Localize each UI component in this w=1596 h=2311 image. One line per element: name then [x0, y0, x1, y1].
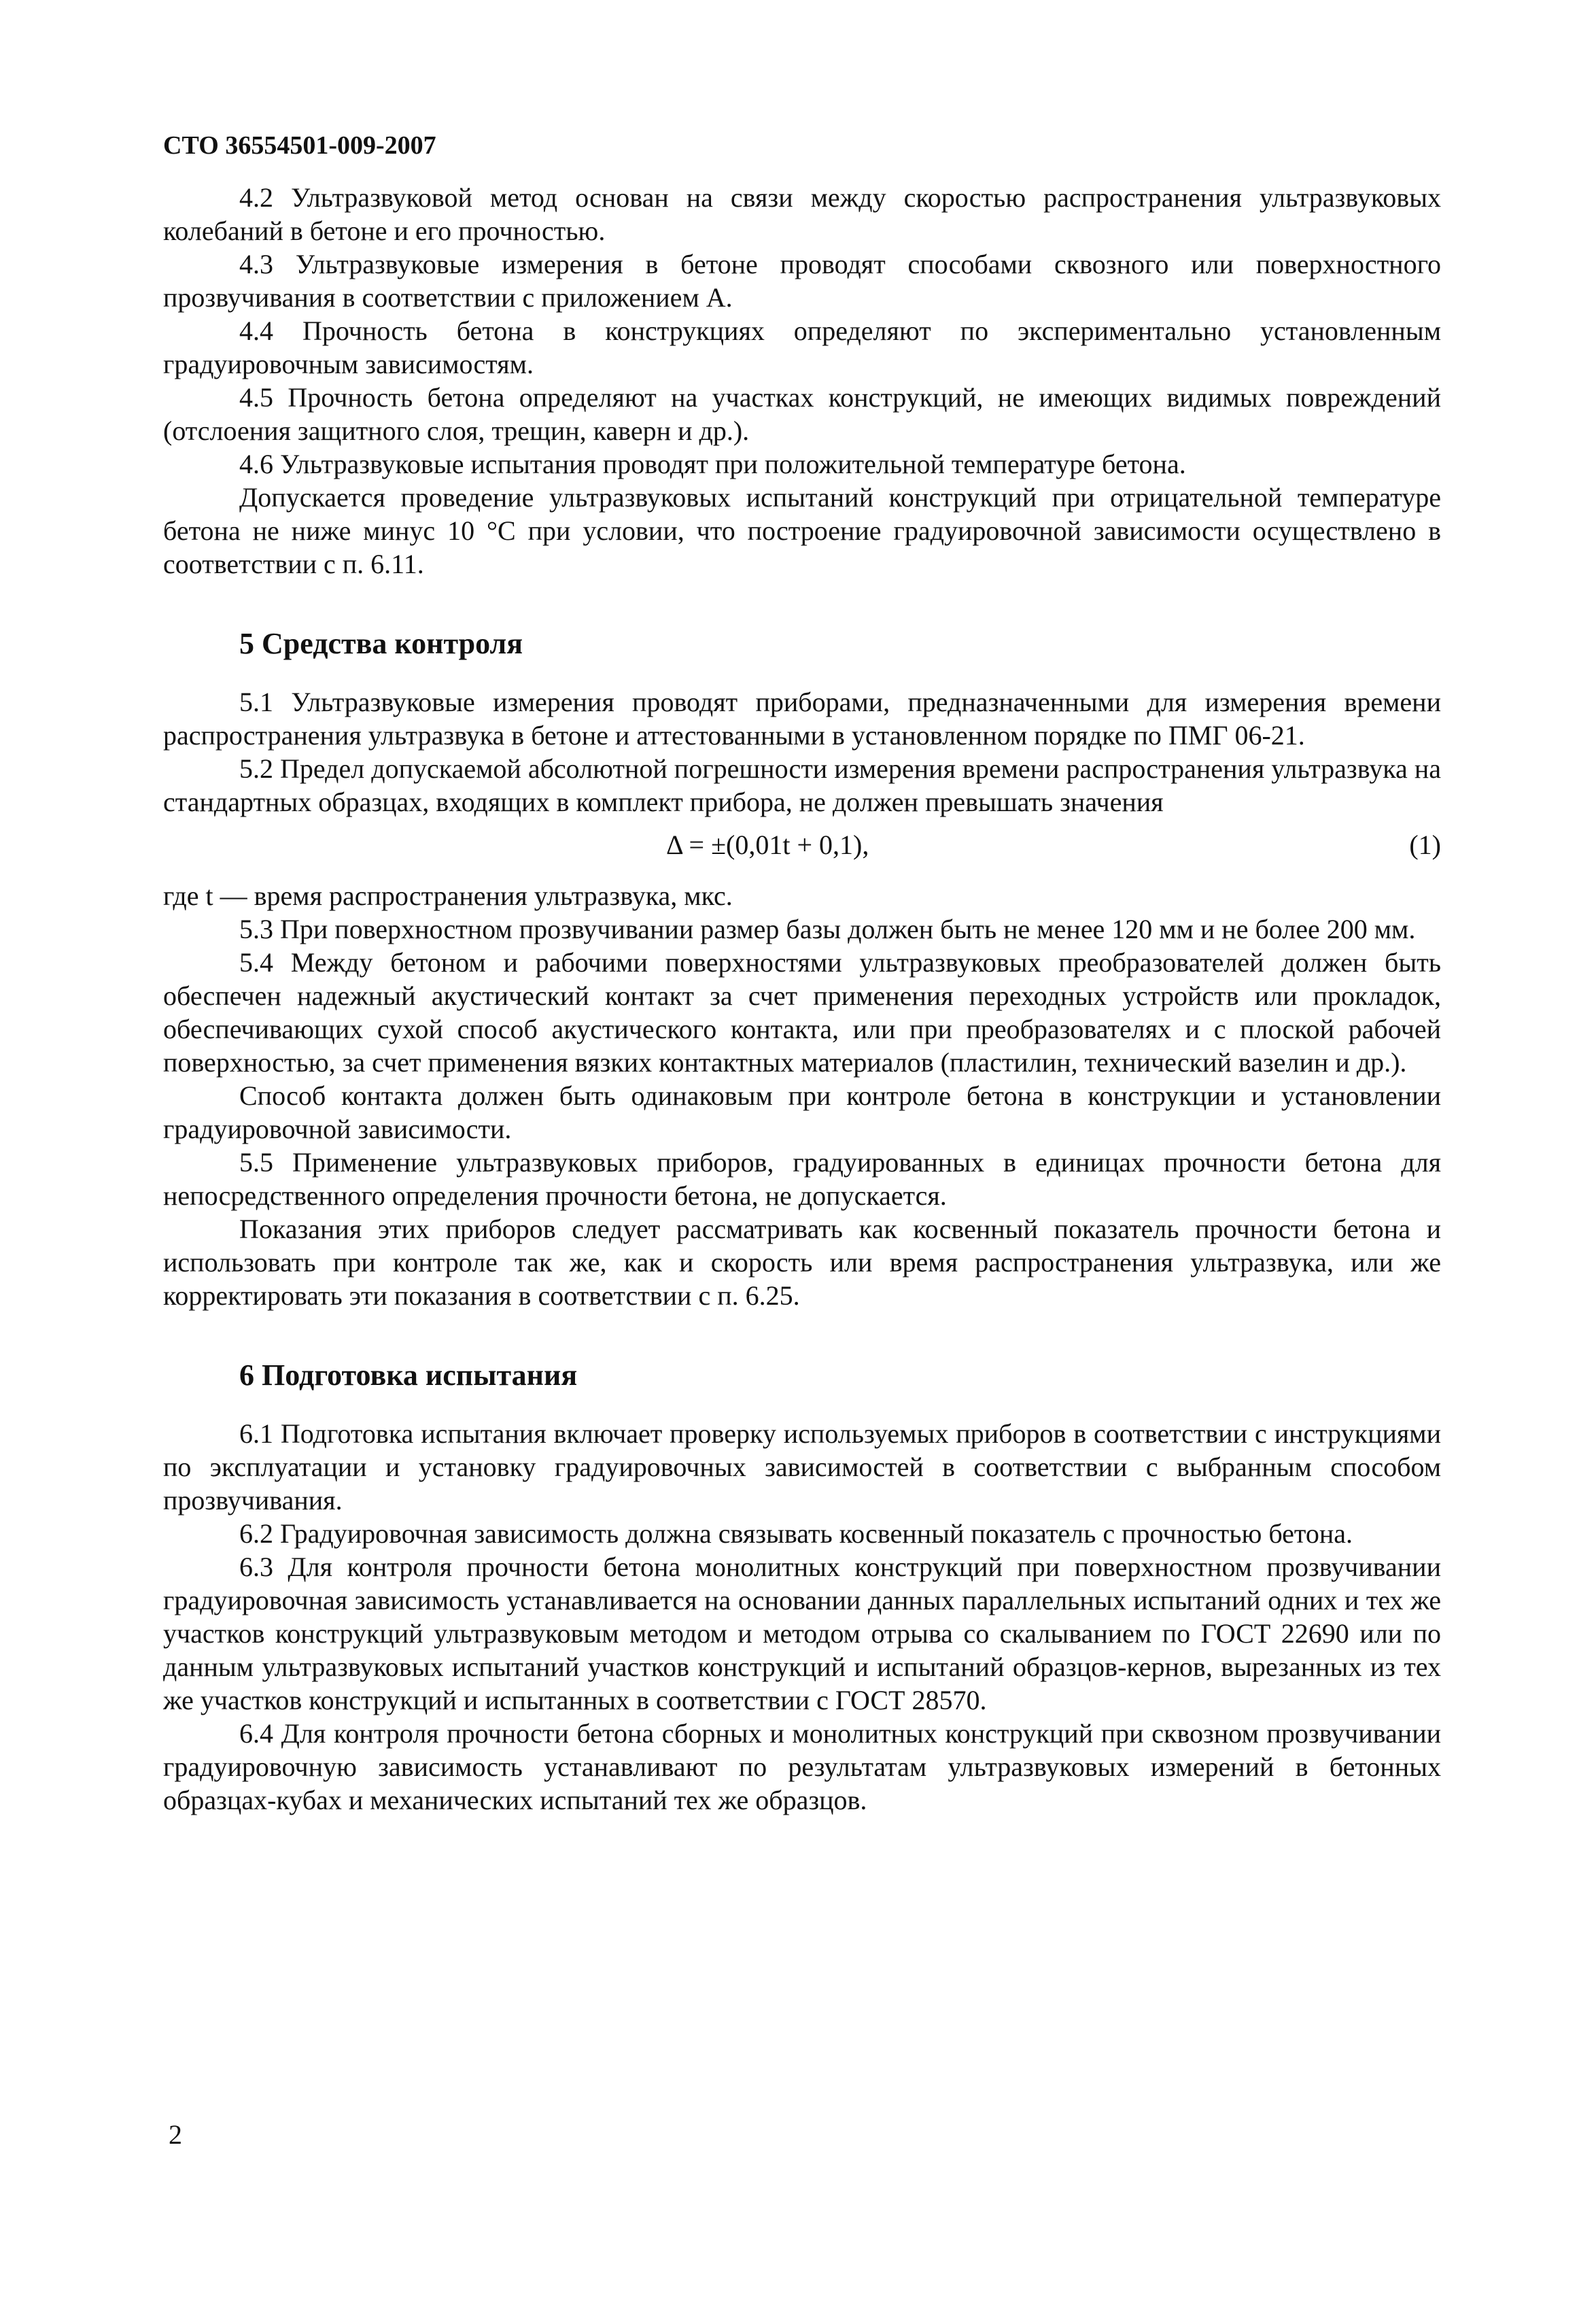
- section-5: [163, 685, 1441, 1312]
- paragraph-4-5: 4.5 Прочность бетона определяют на участках конструкций, не имеющих видимых повреждений (отслоения защитного слоя, трещин, каверн и др.).: [163, 382, 1441, 446]
- section-5-title: 5 Средства контроля: [239, 627, 523, 660]
- formula-number: (1): [1409, 829, 1441, 860]
- paragraph-4-2: 4.2 Ультразвуковой метод основан на связи между скоростью распространения ультразвуковых колебаний в бетоне и его прочностью.: [163, 182, 1441, 246]
- formula-row: [163, 828, 1441, 861]
- paragraph-4-6-continuation: Допускается проведение ультразвуковых испытаний конструкций при отрицательной температуре бетона не ниже минус 10 °С при условии, что построение градуировочной зависимости осуществлено в соответствии с п. 6.11.: [163, 482, 1441, 579]
- formula-explanation: где t — время распространения ультразвука, мкс.: [163, 880, 733, 911]
- paragraph-4-3: 4.3 Ультразвуковые измерения в бетоне проводят способами сквозного или поверхностного прозвучивания в соответствии с приложением А.: [163, 249, 1441, 313]
- paragraph-6-3: 6.3 Для контроля прочности бетона монолитных конструкций при поверхностном прозвучивании градуировочная зависимость устанавливается на основании данных параллельных испытаний одних и тех же участков конструкций ультразвуковым методом и методом отрыва со скалыванием по ГОСТ 22690 или по данным ультразвуковых испытаний участков конструкций и испытаний образцов-кернов, вырезанных из тех же участков конструкций и испытанных в соответствии с ГОСТ 28570.: [163, 1552, 1441, 1715]
- paragraph-6-1: 6.1 Подготовка испытания включает проверку используемых приборов в соответствии с инструкциями по эксплуатации и установку градуировочных зависимостей в соответствии с выбранным способом прозвучивания.: [163, 1418, 1441, 1516]
- paragraph-5-1: 5.1 Ультразвуковые измерения проводят приборами, предназначенными для измерения времени распространения ультразвука в бетоне и аттестованными в установленном порядке по ПМГ 06-21.: [163, 687, 1441, 751]
- paragraph-5-4-continuation: Способ контакта должен быть одинаковым при контроле бетона в конструкции и установлении градуировочной зависимости.: [163, 1080, 1441, 1144]
- document-header: СТО 36554501-009-2007: [163, 131, 436, 160]
- paragraph-5-5-continuation: Показания этих приборов следует рассматривать как косвенный показатель прочности бетона и использовать при контроле так же, как и скорость или время распространения ультразвука, или же корректировать эти показания в соответствии с п. 6.25.: [163, 1214, 1441, 1311]
- paragraph-5-3: 5.3 При поверхностном прозвучивании размер базы должен быть не менее 120 мм и не более 200 мм.: [239, 914, 1416, 944]
- formula: Δ = ±(0,01t + 0,1),: [666, 829, 869, 860]
- paragraph-5-5: 5.5 Применение ультразвуковых приборов, градуированных в единицах прочности бетона для непосредственного определения прочности бетона, не допускается.: [163, 1147, 1441, 1211]
- paragraph-4-6: 4.6 Ультразвуковые испытания проводят при положительной температуре бетона.: [239, 449, 1186, 479]
- document-page: [163, 129, 1441, 1817]
- paragraph-5-4: 5.4 Между бетоном и рабочими поверхностями ультразвуковых преобразователей должен быть обеспечен надежный акустический контакт за счет применения переходных устройств или прокладок, обеспечивающих сухой способ акустического контакта, или при преобразователях и с плоской рабочей поверхностью, за счет применения вязких контактных материалов (пластилин, технический вазелин и др.).: [163, 947, 1441, 1078]
- paragraph-6-4: 6.4 Для контроля прочности бетона сборных и монолитных конструкций при сквозном прозвучивании градуировочную зависимость устанавливают по результатам ультразвуковых измерений в бетонных образцах-кубах и механических испытаний тех же образцов.: [163, 1718, 1441, 1815]
- paragraph-6-2: 6.2 Градуировочная зависимость должна связывать косвенный показатель с прочностью бетона.: [239, 1518, 1353, 1549]
- page-number: 2: [169, 2119, 182, 2150]
- section-6: [163, 1417, 1441, 1817]
- intro-section: [163, 181, 1441, 581]
- paragraph-5-2: 5.2 Предел допускаемой абсолютной погрешности измерения времени распространения ультразвука на стандартных образцах, входящих в комплект прибора, не должен превышать значения: [163, 753, 1441, 817]
- section-6-title: 6 Подготовка испытания: [239, 1358, 578, 1392]
- paragraph-4-4: 4.4 Прочность бетона в конструкциях определяют по экспериментально установленным градуировочным зависимостям.: [163, 315, 1441, 379]
